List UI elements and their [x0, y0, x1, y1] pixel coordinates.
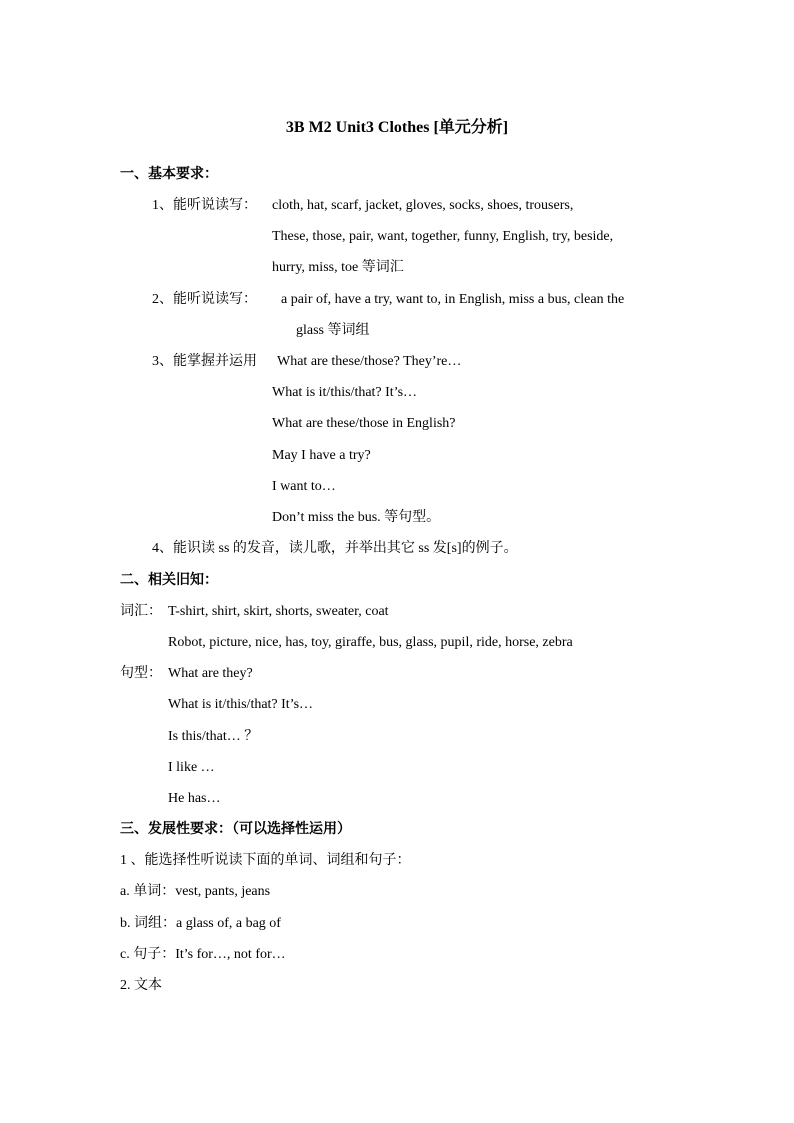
item-3-line-2: What is it/this/that? It’s…	[272, 385, 418, 400]
section-3-heading: 三、发展性要求：（可以选择性运用）	[120, 822, 351, 837]
section-3-line-1: 1 、能选择性听说读下面的单词、词组和句子：	[120, 853, 411, 868]
sentence-line-5: He has…	[168, 791, 221, 806]
item-3-line-5: I want to…	[272, 479, 336, 494]
sentence-line-1: What are they?	[168, 666, 253, 681]
sentence-line-3: Is this/that… ？	[168, 729, 259, 744]
item-3-prefix: 3、能掌握并运用	[152, 354, 257, 369]
item-4: 4、能识读 ss 的发音，读儿歌，并举出其它 ss 发[s]的例子。	[152, 541, 518, 556]
section-3-item-2: 2. 文本	[120, 978, 162, 993]
sentence-prefix: 句型：	[120, 666, 162, 681]
document-title: 3B M2 Unit3 Clothes [单元分析]	[285, 119, 509, 136]
section-3-item-b: b. 词组：a glass of, a bag of	[120, 916, 281, 931]
section-1-heading: 一、基本要求：	[120, 167, 218, 182]
item-1-line-2: These, those, pair, want, together, funny, English, try, beside,	[272, 229, 614, 244]
sentence-line-2: What is it/this/that? It’s…	[168, 697, 314, 712]
item-2-prefix: 2、能听说读写：	[152, 292, 257, 307]
vocab-line-2: Robot, picture, nice, has, toy, giraffe, bus, glass, pupil, ride, horse, zebra	[168, 635, 573, 650]
item-3-line-1: What are these/those? They’re…	[277, 354, 462, 369]
vocab-prefix: 词汇：	[120, 604, 162, 619]
section-3-item-c: c. 句子：It’s for…, not for…	[120, 947, 286, 962]
item-2-line-2: glass 等词组	[296, 323, 370, 338]
item-3-line-6: Don’t miss the bus. 等句型。	[272, 510, 441, 525]
item-1-prefix: 1、能听说读写：	[152, 198, 257, 213]
item-2-line-1: a pair of, have a try, want to, in English, miss a bus, clean the	[281, 292, 625, 307]
section-3-item-a: a. 单词：vest, pants, jeans	[120, 884, 271, 899]
item-1-line-1: cloth, hat, scarf, jacket, gloves, socks, shoes, trousers,	[272, 198, 574, 213]
section-2-heading: 二、相关旧知：	[120, 573, 218, 588]
item-3-line-4: May I have a try?	[272, 448, 371, 463]
sentence-line-4: I like …	[168, 760, 215, 775]
vocab-line-1: T-shirt, shirt, skirt, shorts, sweater, coat	[168, 604, 389, 619]
item-3-line-3: What are these/those in English?	[272, 416, 456, 431]
item-1-line-3: hurry, miss, toe 等词汇	[272, 260, 404, 275]
